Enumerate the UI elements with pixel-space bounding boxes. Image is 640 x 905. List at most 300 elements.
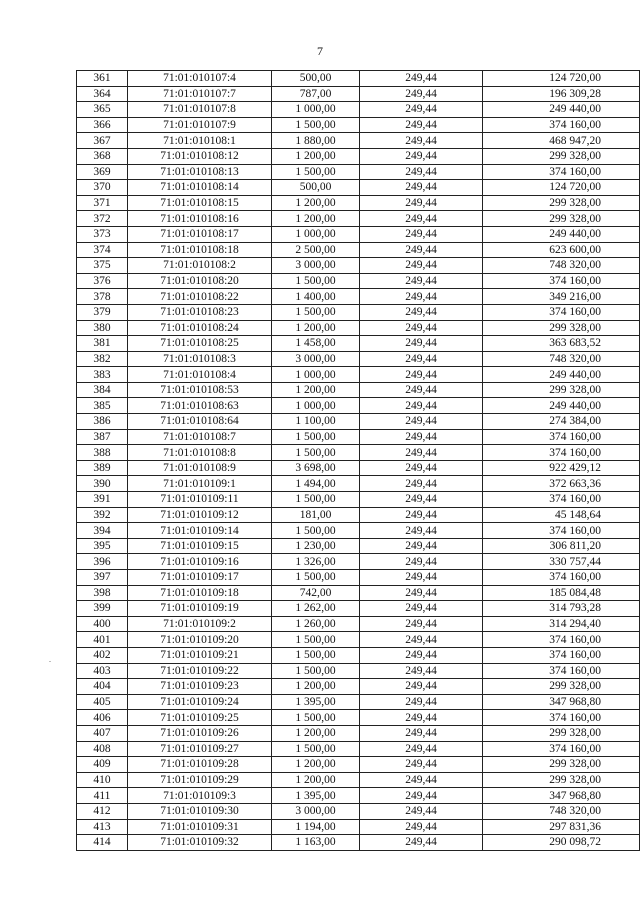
value-cell: 374 160,00: [483, 710, 640, 726]
cadastral-number-cell: 71:01:010108:22: [128, 289, 272, 305]
rate-cell: 249,44: [360, 304, 483, 320]
area-cell: 1 200,00: [272, 679, 360, 695]
area-cell: 1 500,00: [272, 273, 360, 289]
table-row: [77, 71, 640, 87]
rate-cell: 249,44: [360, 772, 483, 788]
area-cell: 1 262,00: [272, 601, 360, 617]
table-row: [77, 757, 640, 773]
row-number-cell: 383: [77, 367, 128, 383]
value-cell: 306 811,20: [483, 538, 640, 554]
table-row: [77, 429, 640, 445]
value-cell: 374 160,00: [483, 663, 640, 679]
cadastral-number-cell: 71:01:010108:2: [128, 258, 272, 274]
row-number-cell: 397: [77, 570, 128, 586]
row-number-cell: 370: [77, 180, 128, 196]
rate-cell: 249,44: [360, 86, 483, 102]
cadastral-number-cell: 71:01:010108:13: [128, 164, 272, 180]
row-number-cell: 391: [77, 492, 128, 508]
cadastral-number-cell: 71:01:010109:14: [128, 523, 272, 539]
cadastral-number-cell: 71:01:010109:11: [128, 492, 272, 508]
area-cell: 3 000,00: [272, 258, 360, 274]
cadastral-number-cell: 71:01:010109:16: [128, 554, 272, 570]
cadastral-number-cell: 71:01:010109:25: [128, 710, 272, 726]
area-cell: 1 500,00: [272, 304, 360, 320]
cadastral-number-cell: 71:01:010109:19: [128, 601, 272, 617]
cadastral-number-cell: 71:01:010109:26: [128, 725, 272, 741]
value-cell: 297 831,36: [483, 819, 640, 835]
value-cell: 748 320,00: [483, 258, 640, 274]
rate-cell: 249,44: [360, 679, 483, 695]
cadastral-number-cell: 71:01:010108:20: [128, 273, 272, 289]
table-row: [77, 585, 640, 601]
table-row: [77, 320, 640, 336]
row-number-cell: 374: [77, 242, 128, 258]
table-row: [77, 632, 640, 648]
rate-cell: 249,44: [360, 414, 483, 430]
value-cell: 468 947,20: [483, 133, 640, 149]
row-number-cell: 367: [77, 133, 128, 149]
area-cell: 1 500,00: [272, 164, 360, 180]
row-number-cell: 404: [77, 679, 128, 695]
area-cell: 1 200,00: [272, 320, 360, 336]
rate-cell: 249,44: [360, 71, 483, 87]
rate-cell: 249,44: [360, 460, 483, 476]
rate-cell: 249,44: [360, 741, 483, 757]
value-cell: 922 429,12: [483, 460, 640, 476]
cadastral-number-cell: 71:01:010108:9: [128, 460, 272, 476]
value-cell: 290 098,72: [483, 835, 640, 851]
area-cell: 1 200,00: [272, 725, 360, 741]
value-cell: 374 160,00: [483, 429, 640, 445]
rate-cell: 249,44: [360, 632, 483, 648]
table-row: [77, 304, 640, 320]
area-cell: 1 500,00: [272, 429, 360, 445]
cadastral-number-cell: 71:01:010108:15: [128, 195, 272, 211]
rate-cell: 249,44: [360, 445, 483, 461]
table-row: [77, 819, 640, 835]
row-number-cell: 402: [77, 647, 128, 663]
rate-cell: 249,44: [360, 133, 483, 149]
area-cell: 1 500,00: [272, 445, 360, 461]
row-number-cell: 373: [77, 226, 128, 242]
row-number-cell: 366: [77, 117, 128, 133]
rate-cell: 249,44: [360, 180, 483, 196]
value-cell: 314 294,40: [483, 616, 640, 632]
value-cell: 349 216,00: [483, 289, 640, 305]
table-row: [77, 164, 640, 180]
row-number-cell: 390: [77, 476, 128, 492]
value-cell: 374 160,00: [483, 304, 640, 320]
row-number-cell: 371: [77, 195, 128, 211]
rate-cell: 249,44: [360, 601, 483, 617]
table-row: [77, 460, 640, 476]
area-cell: 1 200,00: [272, 195, 360, 211]
cadastral-number-cell: 71:01:010108:23: [128, 304, 272, 320]
table-row: [77, 523, 640, 539]
cadastral-number-cell: 71:01:010108:7: [128, 429, 272, 445]
value-cell: 45 148,64: [483, 507, 640, 523]
cadastral-number-cell: 71:01:010108:1: [128, 133, 272, 149]
cadastral-number-cell: 71:01:010109:1: [128, 476, 272, 492]
table-row: [77, 741, 640, 757]
value-cell: 299 328,00: [483, 195, 640, 211]
rate-cell: 249,44: [360, 273, 483, 289]
area-cell: 1 500,00: [272, 663, 360, 679]
cadastral-number-cell: 71:01:010108:53: [128, 382, 272, 398]
cadastral-number-cell: 71:01:010108:24: [128, 320, 272, 336]
cadastral-number-cell: 71:01:010109:30: [128, 803, 272, 819]
rate-cell: 249,44: [360, 554, 483, 570]
row-number-cell: 381: [77, 336, 128, 352]
row-number-cell: 375: [77, 258, 128, 274]
rate-cell: 249,44: [360, 226, 483, 242]
area-cell: 2 500,00: [272, 242, 360, 258]
row-number-cell: 399: [77, 601, 128, 617]
land-valuation-table: [76, 70, 640, 851]
table-row: [77, 725, 640, 741]
rate-cell: 249,44: [360, 320, 483, 336]
cadastral-number-cell: 71:01:010108:8: [128, 445, 272, 461]
table-row: [77, 86, 640, 102]
table-row: [77, 211, 640, 227]
row-number-cell: 398: [77, 585, 128, 601]
cadastral-number-cell: 71:01:010108:4: [128, 367, 272, 383]
rate-cell: 249,44: [360, 102, 483, 118]
row-number-cell: 406: [77, 710, 128, 726]
rate-cell: 249,44: [360, 382, 483, 398]
row-number-cell: 400: [77, 616, 128, 632]
rate-cell: 249,44: [360, 211, 483, 227]
area-cell: 1 100,00: [272, 414, 360, 430]
row-number-cell: 361: [77, 71, 128, 87]
value-cell: 314 793,28: [483, 601, 640, 617]
value-cell: 374 160,00: [483, 570, 640, 586]
area-cell: 1 200,00: [272, 211, 360, 227]
row-number-cell: 368: [77, 148, 128, 164]
area-cell: 1 500,00: [272, 710, 360, 726]
cadastral-number-cell: 71:01:010109:23: [128, 679, 272, 695]
value-cell: 374 160,00: [483, 117, 640, 133]
value-cell: 196 309,28: [483, 86, 640, 102]
row-number-cell: 369: [77, 164, 128, 180]
cadastral-number-cell: 71:01:010109:24: [128, 694, 272, 710]
value-cell: 748 320,00: [483, 351, 640, 367]
value-cell: 330 757,44: [483, 554, 640, 570]
value-cell: 299 328,00: [483, 211, 640, 227]
value-cell: 185 084,48: [483, 585, 640, 601]
rate-cell: 249,44: [360, 647, 483, 663]
value-cell: 374 160,00: [483, 164, 640, 180]
cadastral-number-cell: 71:01:010108:14: [128, 180, 272, 196]
table-row: [77, 351, 640, 367]
row-number-cell: 410: [77, 772, 128, 788]
row-number-cell: 411: [77, 788, 128, 804]
row-number-cell: 364: [77, 86, 128, 102]
area-cell: 742,00: [272, 585, 360, 601]
rate-cell: 249,44: [360, 367, 483, 383]
area-cell: 1 200,00: [272, 757, 360, 773]
area-cell: 1 500,00: [272, 741, 360, 757]
row-number-cell: 382: [77, 351, 128, 367]
row-number-cell: 401: [77, 632, 128, 648]
area-cell: 1 458,00: [272, 336, 360, 352]
cadastral-number-cell: 71:01:010108:18: [128, 242, 272, 258]
table-row: [77, 382, 640, 398]
row-number-cell: 395: [77, 538, 128, 554]
area-cell: 3 000,00: [272, 803, 360, 819]
area-cell: 1 500,00: [272, 647, 360, 663]
rate-cell: 249,44: [360, 538, 483, 554]
area-cell: 1 880,00: [272, 133, 360, 149]
area-cell: 500,00: [272, 180, 360, 196]
rate-cell: 249,44: [360, 570, 483, 586]
area-cell: 3 000,00: [272, 351, 360, 367]
area-cell: 181,00: [272, 507, 360, 523]
row-number-cell: 396: [77, 554, 128, 570]
value-cell: 374 160,00: [483, 741, 640, 757]
row-number-cell: 378: [77, 289, 128, 305]
area-cell: 1 000,00: [272, 102, 360, 118]
area-cell: 1 500,00: [272, 492, 360, 508]
value-cell: 374 160,00: [483, 492, 640, 508]
rate-cell: 249,44: [360, 336, 483, 352]
table-row: [77, 273, 640, 289]
area-cell: 1 200,00: [272, 772, 360, 788]
cadastral-number-cell: 71:01:010109:27: [128, 741, 272, 757]
rate-cell: 249,44: [360, 835, 483, 851]
cadastral-number-cell: 71:01:010107:7: [128, 86, 272, 102]
row-number-cell: 408: [77, 741, 128, 757]
value-cell: 249 440,00: [483, 367, 640, 383]
area-cell: 1 400,00: [272, 289, 360, 305]
value-cell: 299 328,00: [483, 725, 640, 741]
rate-cell: 249,44: [360, 523, 483, 539]
table-row: [77, 679, 640, 695]
page-number: 7: [317, 44, 323, 58]
area-cell: 1 230,00: [272, 538, 360, 554]
value-cell: 347 968,80: [483, 694, 640, 710]
area-cell: 1 200,00: [272, 148, 360, 164]
row-number-cell: 365: [77, 102, 128, 118]
row-number-cell: 405: [77, 694, 128, 710]
cadastral-number-cell: 71:01:010109:17: [128, 570, 272, 586]
table-row: [77, 492, 640, 508]
value-cell: 623 600,00: [483, 242, 640, 258]
area-cell: 1 500,00: [272, 523, 360, 539]
table-row: [77, 601, 640, 617]
rate-cell: 249,44: [360, 492, 483, 508]
table-row: [77, 336, 640, 352]
cadastral-number-cell: 71:01:010109:12: [128, 507, 272, 523]
table-row: [77, 803, 640, 819]
value-cell: 249 440,00: [483, 102, 640, 118]
cadastral-number-cell: 71:01:010109:29: [128, 772, 272, 788]
table-row: [77, 414, 640, 430]
rate-cell: 249,44: [360, 663, 483, 679]
cadastral-number-cell: 71:01:010109:15: [128, 538, 272, 554]
table-row: [77, 476, 640, 492]
rate-cell: 249,44: [360, 242, 483, 258]
value-cell: 748 320,00: [483, 803, 640, 819]
area-cell: 1 163,00: [272, 835, 360, 851]
table-row: [77, 180, 640, 196]
cadastral-number-cell: 71:01:010108:25: [128, 336, 272, 352]
value-cell: 374 160,00: [483, 647, 640, 663]
margin-mark: .: [49, 655, 51, 664]
row-number-cell: 403: [77, 663, 128, 679]
rate-cell: 249,44: [360, 725, 483, 741]
rate-cell: 249,44: [360, 398, 483, 414]
rate-cell: 249,44: [360, 195, 483, 211]
row-number-cell: 385: [77, 398, 128, 414]
cadastral-number-cell: 71:01:010109:3: [128, 788, 272, 804]
cadastral-number-cell: 71:01:010108:64: [128, 414, 272, 430]
cadastral-number-cell: 71:01:010108:3: [128, 351, 272, 367]
value-cell: 299 328,00: [483, 757, 640, 773]
row-number-cell: 372: [77, 211, 128, 227]
table-row: [77, 258, 640, 274]
rate-cell: 249,44: [360, 164, 483, 180]
area-cell: 787,00: [272, 86, 360, 102]
cadastral-number-cell: 71:01:010109:20: [128, 632, 272, 648]
table-row: [77, 835, 640, 851]
area-cell: 1 000,00: [272, 226, 360, 242]
table-row: [77, 289, 640, 305]
area-cell: 1 500,00: [272, 632, 360, 648]
cadastral-number-cell: 71:01:010108:12: [128, 148, 272, 164]
table-row: [77, 398, 640, 414]
rate-cell: 249,44: [360, 289, 483, 305]
row-number-cell: 388: [77, 445, 128, 461]
area-cell: 1 395,00: [272, 694, 360, 710]
area-cell: 1 260,00: [272, 616, 360, 632]
rate-cell: 249,44: [360, 819, 483, 835]
area-cell: 1 500,00: [272, 117, 360, 133]
area-cell: 1 395,00: [272, 788, 360, 804]
rate-cell: 249,44: [360, 476, 483, 492]
row-number-cell: 409: [77, 757, 128, 773]
area-cell: 1 500,00: [272, 570, 360, 586]
table-row: [77, 694, 640, 710]
area-cell: 3 698,00: [272, 460, 360, 476]
rate-cell: 249,44: [360, 616, 483, 632]
rate-cell: 249,44: [360, 803, 483, 819]
value-cell: 124 720,00: [483, 71, 640, 87]
value-cell: 249 440,00: [483, 398, 640, 414]
table-row: [77, 647, 640, 663]
value-cell: 299 328,00: [483, 772, 640, 788]
area-cell: 1 194,00: [272, 819, 360, 835]
table-row: [77, 663, 640, 679]
rate-cell: 249,44: [360, 351, 483, 367]
value-cell: 347 968,80: [483, 788, 640, 804]
value-cell: 374 160,00: [483, 273, 640, 289]
table-row: [77, 242, 640, 258]
cadastral-number-cell: 71:01:010108:16: [128, 211, 272, 227]
cadastral-number-cell: 71:01:010108:63: [128, 398, 272, 414]
table-row: [77, 507, 640, 523]
area-cell: 1 200,00: [272, 382, 360, 398]
table-row: [77, 367, 640, 383]
table-row: [77, 554, 640, 570]
cadastral-number-cell: 71:01:010109:28: [128, 757, 272, 773]
cadastral-number-cell: 71:01:010109:2: [128, 616, 272, 632]
table-row: [77, 102, 640, 118]
row-number-cell: 413: [77, 819, 128, 835]
area-cell: 1 000,00: [272, 398, 360, 414]
table-row: [77, 226, 640, 242]
cadastral-number-cell: 71:01:010109:22: [128, 663, 272, 679]
rate-cell: 249,44: [360, 710, 483, 726]
value-cell: 249 440,00: [483, 226, 640, 242]
value-cell: 374 160,00: [483, 523, 640, 539]
row-number-cell: 394: [77, 523, 128, 539]
value-cell: 299 328,00: [483, 679, 640, 695]
rate-cell: 249,44: [360, 429, 483, 445]
table-row: [77, 445, 640, 461]
table-row: [77, 616, 640, 632]
cadastral-number-cell: 71:01:010109:18: [128, 585, 272, 601]
row-number-cell: 386: [77, 414, 128, 430]
rate-cell: 249,44: [360, 507, 483, 523]
rate-cell: 249,44: [360, 757, 483, 773]
row-number-cell: 380: [77, 320, 128, 336]
area-cell: 500,00: [272, 71, 360, 87]
value-cell: 299 328,00: [483, 320, 640, 336]
row-number-cell: 387: [77, 429, 128, 445]
value-cell: 372 663,36: [483, 476, 640, 492]
rate-cell: 249,44: [360, 117, 483, 133]
row-number-cell: 376: [77, 273, 128, 289]
value-cell: 274 384,00: [483, 414, 640, 430]
table-row: [77, 538, 640, 554]
rate-cell: 249,44: [360, 788, 483, 804]
table-row: [77, 195, 640, 211]
row-number-cell: 414: [77, 835, 128, 851]
area-cell: 1 326,00: [272, 554, 360, 570]
table-row: [77, 117, 640, 133]
area-cell: 1 494,00: [272, 476, 360, 492]
table-body: [77, 71, 640, 851]
value-cell: 299 328,00: [483, 382, 640, 398]
cadastral-number-cell: 71:01:010107:8: [128, 102, 272, 118]
table-row: [77, 148, 640, 164]
rate-cell: 249,44: [360, 258, 483, 274]
table-row: [77, 788, 640, 804]
table-row: [77, 772, 640, 788]
value-cell: 363 683,52: [483, 336, 640, 352]
cadastral-number-cell: 71:01:010107:4: [128, 71, 272, 87]
row-number-cell: 392: [77, 507, 128, 523]
value-cell: 374 160,00: [483, 445, 640, 461]
cadastral-number-cell: 71:01:010107:9: [128, 117, 272, 133]
row-number-cell: 379: [77, 304, 128, 320]
cadastral-number-cell: 71:01:010109:32: [128, 835, 272, 851]
row-number-cell: 384: [77, 382, 128, 398]
cadastral-number-cell: 71:01:010109:21: [128, 647, 272, 663]
row-number-cell: 412: [77, 803, 128, 819]
cadastral-number-cell: 71:01:010109:31: [128, 819, 272, 835]
table-row: [77, 570, 640, 586]
value-cell: 299 328,00: [483, 148, 640, 164]
value-cell: 374 160,00: [483, 632, 640, 648]
table-row: [77, 710, 640, 726]
cadastral-number-cell: 71:01:010108:17: [128, 226, 272, 242]
row-number-cell: 407: [77, 725, 128, 741]
rate-cell: 249,44: [360, 585, 483, 601]
rate-cell: 249,44: [360, 148, 483, 164]
row-number-cell: 389: [77, 460, 128, 476]
